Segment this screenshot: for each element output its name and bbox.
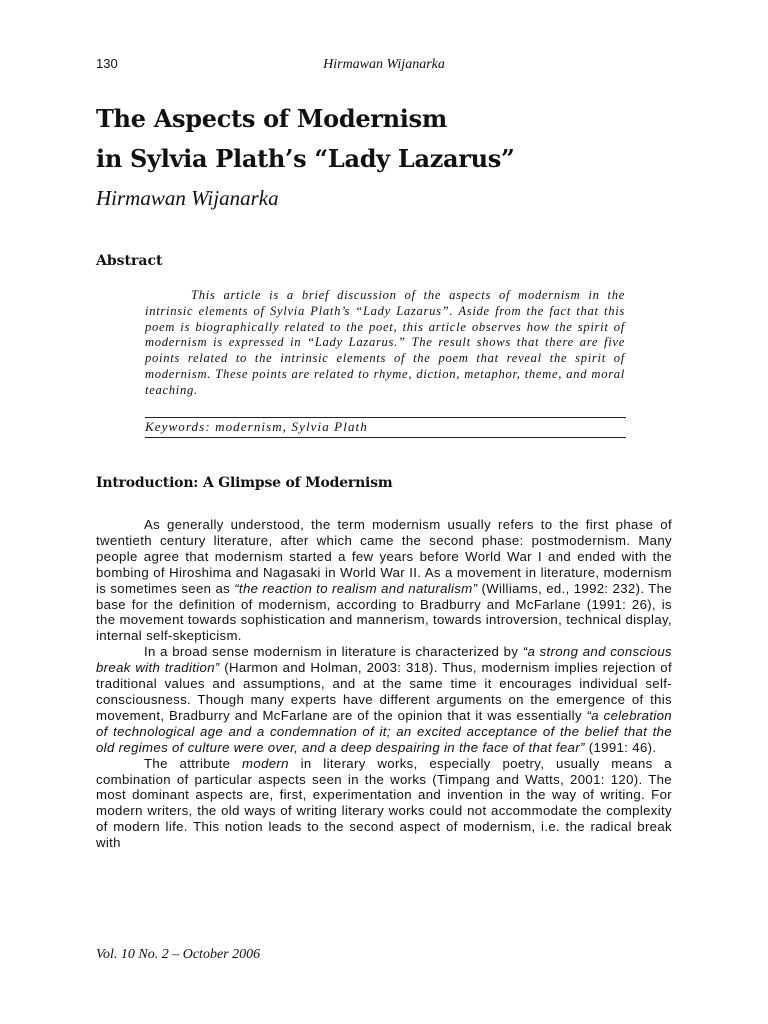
paragraph-1 <box>96 517 672 644</box>
running-head: Hirmawan Wijanarka <box>323 57 445 72</box>
abstract-paragraph: This article is a brief discussion of the aspects of modernism in the intrinsic elements of Sylvia Plath’s “Lady Lazarus”. Aside from the fact that this poem is biographically related to the poet, this article observes how the spirit of modernism is expressed in “Lady Lazarus.” The result shows that there are five points related to the intrinsic elements of the poem that reveal the spirit of modernism. These points are related to rhyme, diction, metaphor, theme, and moral teaching. <box>145 288 625 397</box>
paragraph-2-text-c: (1991: 46). <box>584 739 657 755</box>
abstract-text <box>145 288 625 399</box>
keywords-top-rule <box>145 417 626 418</box>
body-text <box>96 517 672 851</box>
paragraph-2-quote-2: “a celebration of technological age and a condemnation of it; an excited acceptance of the belief that the old regimes of culture were over, and a deep despairing in the face of that fear” <box>96 707 672 755</box>
author-name: Hirmawan Wijanarka <box>96 186 279 210</box>
paragraph-1-text-b: (Williams, ed., 1992: 232). The base for the definition of modernism, according to Bradburry and McFarlane (1991: 26), is the movement towards sophistication and mannerism, towards introversion, technical display, internal self-skepticism. <box>96 580 673 644</box>
paragraph-2-text-b: (Harmon and Holman, 2003: 318). Thus, modernism implies rejection of traditional values and assumptions, and at the same time it encourages individual self-consciousness. Though many experts have different arguments on the emergence of this movement, Bradburry and McFarlane are of the opinion that it was essentially <box>96 660 672 723</box>
paragraph-2-quote-1: “a strong and conscious break with tradition” <box>96 644 672 676</box>
keywords-bottom-rule <box>145 437 626 438</box>
keywords: Keywords: modernism, Sylvia Plath <box>145 419 368 434</box>
paragraph-2-text-a: In a broad sense modernism in literature is characterized by <box>144 644 523 660</box>
paragraph-1-quote: “the reaction to realism and naturalism” <box>234 580 478 596</box>
paragraph-3-emphasis: modern <box>242 755 289 771</box>
paragraph-3-text-b: in literary works, especially poetry, usually means a combination of particular aspects seen in the works (Timpang and Watts, 2001: 120). The most dominant aspects are, first, experimentation and invention in the way of writing. For modern writers, the old ways of writing literary works could not accommodate the complexity of modern life. This notion leads to the second aspect of modernism, i.e. the radical break with <box>96 755 672 851</box>
paragraph-2 <box>96 644 672 755</box>
article-title <box>96 99 696 179</box>
page-header <box>96 54 672 74</box>
section-heading: Introduction: A Glimpse of Modernism <box>96 475 393 491</box>
page-footer: Vol. 10 No. 2 – October 2006 <box>96 947 261 962</box>
title-line-2: in Sylvia Plath’s “Lady Lazarus” <box>96 144 515 173</box>
paragraph-1-text-a: As generally understood, the term modernism usually refers to the first phase of twentieth century literature, after which came the second phase: postmodernism. Many people agree that modernism started a few years before World War I and ended with the bombing of Hiroshima and Nagasaki in World War II. As a movement in literature, modernism is sometimes seen as <box>96 517 672 596</box>
page-number: 130 <box>96 56 118 71</box>
title-line-1: The Aspects of Modernism <box>96 104 447 133</box>
paragraph-3-text-a: The attribute <box>144 755 243 771</box>
paragraph-3 <box>96 756 672 851</box>
abstract-heading: Abstract <box>96 253 163 269</box>
